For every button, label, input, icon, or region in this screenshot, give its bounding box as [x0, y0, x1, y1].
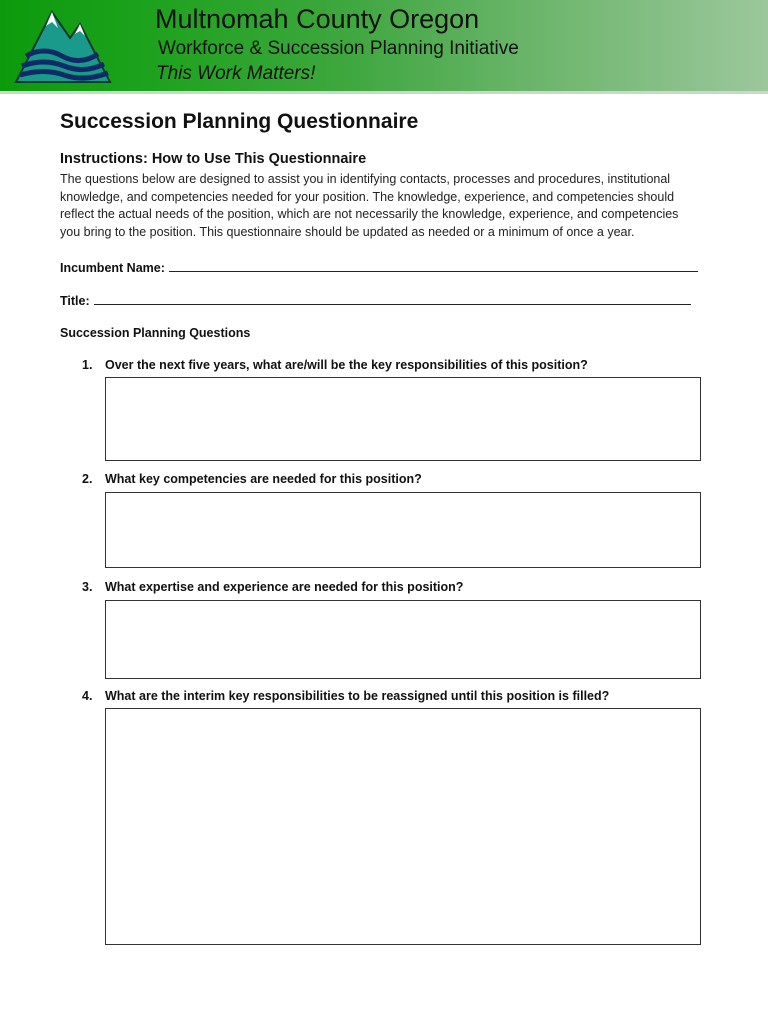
answer-box-3[interactable] [105, 600, 701, 679]
incumbent-name-input-line[interactable] [169, 259, 698, 272]
title-input-line[interactable] [94, 292, 691, 305]
question-1 [82, 358, 588, 372]
answer-box-1[interactable] [105, 377, 701, 461]
mountain-river-logo-icon [14, 8, 112, 84]
organization-name: Multnomah County Oregon [155, 4, 480, 34]
question-text: What expertise and experience are needed for this position? [105, 580, 464, 594]
question-number: 1. [82, 358, 93, 372]
question-3 [82, 580, 463, 594]
title-label: Title: [60, 294, 90, 308]
question-number: 3. [82, 580, 93, 594]
incumbent-name-field [60, 259, 698, 275]
question-text: What are the interim key responsibilities to be reassigned until this position is filled? [105, 689, 610, 703]
answer-box-4[interactable] [105, 708, 701, 945]
question-number: 4. [82, 689, 93, 703]
page-title: Succession Planning Questionnaire [60, 110, 419, 133]
answer-box-2[interactable] [105, 492, 701, 568]
initiative-name: Workforce & Succession Planning Initiative [158, 38, 519, 59]
question-text: Over the next five years, what are/will be the key responsibilities of this position? [105, 358, 588, 372]
tagline: This Work Matters! [156, 63, 316, 84]
question-text: What key competencies are needed for this position? [105, 472, 422, 486]
incumbent-name-label: Incumbent Name: [60, 261, 165, 275]
instructions-body: The questions below are designed to assist you in identifying contacts, processes and procedures, institutional knowledge, and competencies needed for your position. The knowledge, experience, and competencies should reflect the actual needs of the position, which are not necessarily the knowledge, experience, and competencies you bring to the position. This questionnaire should be updated as needed or a minimum of once a year. [60, 172, 679, 239]
question-number: 2. [82, 472, 93, 486]
question-4 [82, 689, 609, 703]
section-heading: Succession Planning Questions [60, 326, 251, 340]
header-banner [0, 0, 768, 94]
question-2 [82, 472, 422, 486]
instructions-heading: Instructions: How to Use This Questionnaire [60, 151, 367, 167]
title-field [60, 292, 691, 308]
